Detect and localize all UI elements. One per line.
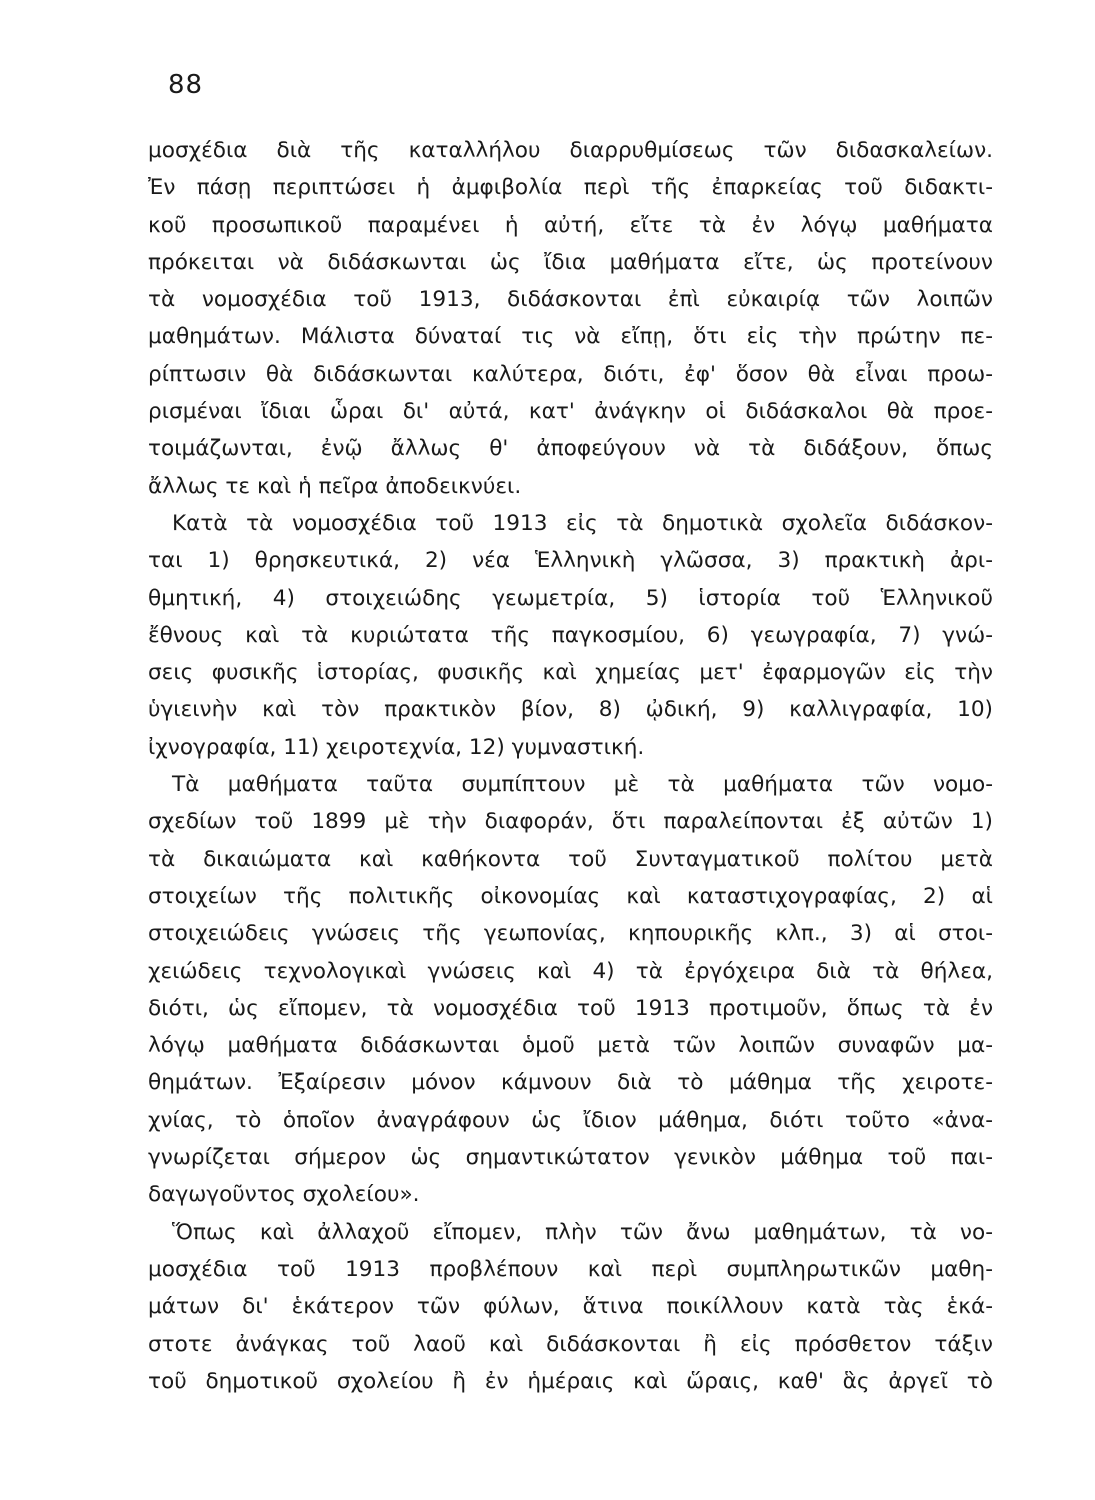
page-number: 88 bbox=[168, 70, 204, 100]
text-line: σχεδίων τοῦ 1899 μὲ τὴν διαφοράν, ὅτι παραλείπονται ἐξ αὐτῶν 1) bbox=[148, 809, 993, 835]
text-line: σεις φυσικῆς ἱστορίας, φυσικῆς καὶ χημείας μετ' ἐφαρμογῶν εἰς τὴν bbox=[148, 660, 993, 686]
text-line: τὰ δικαιώματα καὶ καθήκοντα τοῦ Συνταγματικοῦ πολίτου μετὰ bbox=[148, 846, 993, 872]
text-line: μαθημάτων. Μάλιστα δύναταί τις νὰ εἴπῃ, ὅτι εἰς τὴν πρώτην πε- bbox=[148, 324, 993, 350]
text-line: τοῦ δημοτικοῦ σχολείου ἢ ἐν ἡμέραις καὶ ὥραις, καθ' ἃς ἀργεῖ τὸ bbox=[148, 1368, 993, 1394]
text-line: ται 1) θρησκευτικά, 2) νέα Ἑλληνικὴ γλῶσσα, 3) πρακτικὴ ἀρι- bbox=[148, 548, 993, 574]
text-line: στοιχείων τῆς πολιτικῆς οἰκονομίας καὶ καταστιχογραφίας, 2) αἱ bbox=[148, 883, 993, 909]
text-line: μάτων δι' ἑκάτερον τῶν φύλων, ἅτινα ποικίλλουν κατὰ τὰς ἑκά- bbox=[148, 1294, 993, 1320]
text-line: χειώδεις τεχνολογικαὶ γνώσεις καὶ 4) τὰ ἐργόχειρα διὰ τὰ θήλεα, bbox=[148, 958, 993, 984]
text-line: τὰ νομοσχέδια τοῦ 1913, διδάσκονται ἐπὶ εὐκαιρίᾳ τῶν λοιπῶν bbox=[148, 287, 993, 313]
text-line: πρόκειται νὰ διδάσκωνται ὡς ἴδια μαθήματα εἴτε, ὡς προτείνουν bbox=[148, 249, 993, 275]
text-line: τοιμάζωνται, ἐνῷ ἄλλως θ' ἀποφεύγουν νὰ τὰ διδάξουν, ὅπως bbox=[148, 436, 993, 462]
text-line: λόγῳ μαθήματα διδάσκωνται ὁμοῦ μετὰ τῶν λοιπῶν συναφῶν μα- bbox=[148, 1033, 993, 1059]
text-line: Ἐν πάσῃ περιπτώσει ἡ ἀμφιβολία περὶ τῆς ἐπαρκείας τοῦ διδακτι- bbox=[148, 175, 993, 201]
text-line: διότι, ὡς εἴπομεν, τὰ νομοσχέδια τοῦ 1913 προτιμοῦν, ὅπως τὰ ἐν bbox=[148, 995, 993, 1021]
text-line: Κατὰ τὰ νομοσχέδια τοῦ 1913 εἰς τὰ δημοτικὰ σχολεῖα διδάσκον- bbox=[172, 510, 993, 536]
text-line: ἔθνους καὶ τὰ κυριώτατα τῆς παγκοσμίου, 6) γεωγραφία, 7) γνώ- bbox=[148, 622, 993, 648]
text-line: μοσχέδια διὰ τῆς καταλλήλου διαρρυθμίσεως τῶν διδασκαλείων. bbox=[148, 138, 993, 163]
text-line: ρισμέναι ἴδιαι ὧραι δι' αὐτά, κατ' ἀνάγκην οἱ διδάσκαλοι θὰ προε- bbox=[148, 399, 993, 425]
text-line: κοῦ προσωπικοῦ παραμένει ἡ αὐτή, εἴτε τὰ ἐν λόγῳ μαθήματα bbox=[148, 212, 993, 238]
text-line: θημάτων. Ἐξαίρεσιν μόνον κάμνουν διὰ τὸ μάθημα τῆς χειροτε- bbox=[148, 1070, 993, 1096]
text-line: γνωρίζεται σήμερον ὡς σημαντικώτατον γενικὸν μάθημα τοῦ παι- bbox=[148, 1145, 993, 1171]
text-line: ἰχνογραφία, 11) χειροτεχνία, 12) γυμναστική. bbox=[148, 734, 645, 760]
text-line: Τὰ μαθήματα ταῦτα συμπίπτουν μὲ τὰ μαθήματα τῶν νομο- bbox=[172, 772, 993, 798]
text-line: δαγωγοῦντος σχολείου». bbox=[148, 1182, 420, 1208]
text-line: μοσχέδια τοῦ 1913 προβλέπουν καὶ περὶ συμπληρωτικῶν μαθη- bbox=[148, 1256, 993, 1282]
text-line: θμητική, 4) στοιχειώδης γεωμετρία, 5) ἱστορία τοῦ Ἑλληνικοῦ bbox=[148, 585, 993, 611]
text-line: στοτε ἀνάγκας τοῦ λαοῦ καὶ διδάσκονται ἢ εἰς πρόσθετον τάξιν bbox=[148, 1331, 993, 1357]
text-line: ρίπτωσιν θὰ διδάσκωνται καλύτερα, διότι, ἐφ' ὅσον θὰ εἶναι προω- bbox=[148, 361, 993, 387]
text-line: στοιχειώδεις γνώσεις τῆς γεωπονίας, κηπουρικῆς κλπ., 3) αἱ στοι- bbox=[148, 921, 993, 947]
body-text bbox=[148, 132, 993, 1400]
text-line: ὑγιεινὴν καὶ τὸν πρακτικὸν βίον, 8) ᾠδική, 9) καλλιγραφία, 10) bbox=[148, 697, 993, 723]
text-line: χνίας, τὸ ὁποῖον ἀναγράφουν ὡς ἴδιον μάθημα, διότι τοῦτο «ἀνα- bbox=[148, 1107, 993, 1133]
text-line: ἄλλως τε καὶ ἡ πεῖρα ἀποδεικνύει. bbox=[148, 473, 522, 499]
text-line: Ὅπως καὶ ἀλλαχοῦ εἴπομεν, πλὴν τῶν ἄνω μαθημάτων, τὰ νο- bbox=[172, 1219, 993, 1245]
